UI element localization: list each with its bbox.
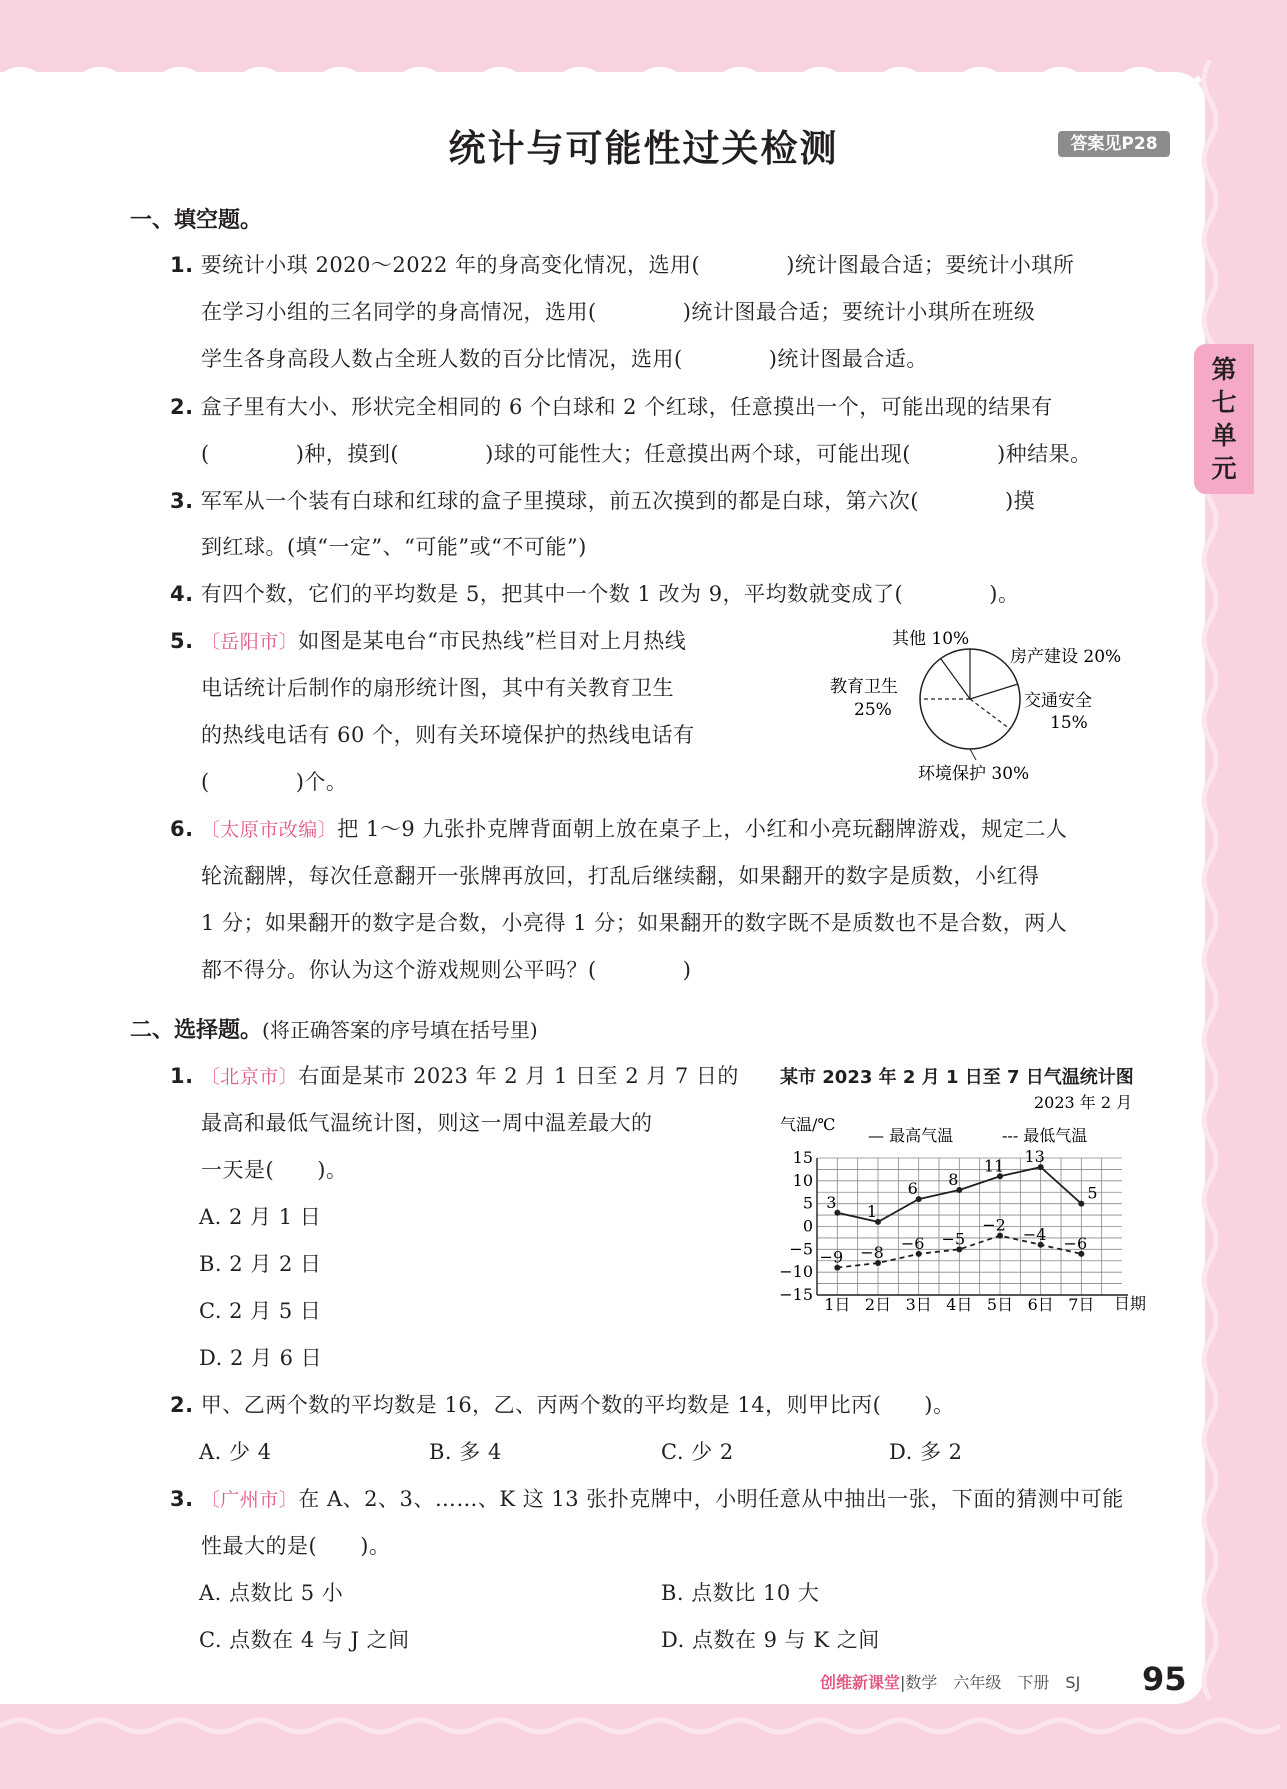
- chart-ylabel: 气温/℃: [780, 1115, 836, 1134]
- q5-text: 电话统计后制作的扇形统计图，其中有关教育卫生: [201, 676, 674, 700]
- c2-option: D. 多 2: [889, 1440, 963, 1464]
- c3-text: 在 A、2、3、……、K 这 13 张扑克牌中，小明任意从中抽出一张，下面的猜测中可能: [298, 1487, 1124, 1511]
- x-tick-label: 7日: [1068, 1295, 1095, 1314]
- pie-leader: [970, 749, 976, 760]
- q5-text: 的热线电话有 60 个，则有关环境保护的热线电话有: [201, 723, 695, 747]
- unit-tab-char: 七: [1211, 388, 1237, 417]
- data-label-low: −4: [1022, 1224, 1047, 1244]
- c2-option: B. 多 4: [429, 1440, 502, 1464]
- answer-reference-tag: 答案见P28: [1058, 131, 1170, 157]
- y-tick-label: −15: [779, 1285, 813, 1304]
- data-label-high: 1: [866, 1201, 878, 1221]
- c2-line: [170, 1389, 954, 1419]
- page-title: 统计与可能性过关检测: [448, 127, 839, 170]
- temperature-line-chart: [772, 1090, 1162, 1320]
- c1-option: B. 2 月 2 日: [199, 1252, 322, 1276]
- q1-text: 在学习小组的三名同学的身高情况，选用( )统计图最合适；要统计小琪所在班级: [201, 300, 1036, 324]
- chart-subtitle: 2023 年 2 月: [1034, 1093, 1133, 1112]
- section-2-note: (将正确答案的序号填在括号里): [262, 1018, 538, 1042]
- q2-line: [170, 391, 1053, 421]
- source-tag: 〔太原市改编〕: [200, 819, 338, 841]
- q6-text: 把 1～9 九张扑克牌背面朝上放在桌子上，小红和小亮玩翻牌游戏，规定二人: [337, 817, 1068, 841]
- x-tick-label: 2日: [864, 1295, 892, 1314]
- bottom-wave-border: [0, 1712, 1287, 1752]
- y-tick-label: 15: [792, 1148, 813, 1167]
- footer-brand: 创维新课堂: [820, 1673, 901, 1692]
- c1-option: C. 2 月 5 日: [199, 1299, 322, 1323]
- q1-text: 要统计小琪 2020～2022 年的身高变化情况，选用( )统计图最合适；要统计小琪所: [200, 253, 1075, 277]
- x-tick-label: 3日: [905, 1295, 932, 1314]
- q4-line: [170, 578, 1019, 608]
- q1-line: [170, 249, 1074, 279]
- c1-option: A. 2 月 1 日: [199, 1205, 322, 1229]
- c3-text: 性最大的是( )。: [201, 1534, 391, 1558]
- chart-xlabel: 日期: [1114, 1294, 1147, 1313]
- data-label-low: −6: [1063, 1233, 1088, 1253]
- data-label-high: 11: [983, 1156, 1005, 1176]
- q6-text: 都不得分。你认为这个游戏规则公平吗？( ): [201, 958, 692, 982]
- y-tick-label: 5: [802, 1193, 813, 1213]
- q3-text: 军军从一个装有白球和红球的盒子里摸球，前五次摸到的都是白球，第六次( )摸: [200, 489, 1036, 513]
- pie-label-housing: 房产建设 20%: [1010, 647, 1122, 667]
- q3-line: [170, 485, 1035, 515]
- x-tick-label: 6日: [1027, 1295, 1054, 1314]
- q5-text: 如图是某电台“市民热线”栏目对上月热线: [298, 629, 687, 653]
- c1-text: 右面是某市 2023 年 2 月 1 日至 2 月 7 日的: [298, 1064, 739, 1088]
- q6-line: [170, 813, 1067, 843]
- c1-line: [170, 1060, 739, 1090]
- q4-text: 有四个数，它们的平均数是 5，把其中一个数 1 改为 9，平均数就变成了( )。: [200, 582, 1020, 606]
- page-number: 95: [1142, 1660, 1187, 1698]
- pie-label-other: 其他 10%: [892, 629, 970, 649]
- c2-text: 甲、乙两个数的平均数是 16，乙、丙两个数的平均数是 14，则甲比丙( )。: [200, 1393, 955, 1417]
- unit-tab-char: 单: [1211, 421, 1237, 450]
- question-number: 4.: [170, 582, 194, 606]
- c3-option: B. 点数比 10 大: [661, 1581, 820, 1605]
- data-label-high: 13: [1024, 1147, 1045, 1167]
- data-label-high: 6: [907, 1179, 918, 1199]
- y-tick-label: 0: [802, 1216, 813, 1236]
- c3-option: C. 点数在 4 与 J 之间: [199, 1628, 410, 1652]
- chart-title: 某市 2023 年 2 月 1 日至 7 日气温统计图: [780, 1067, 1134, 1088]
- pie-divider: [941, 659, 970, 699]
- data-point-high: [1078, 1201, 1084, 1207]
- data-label-high: 5: [1087, 1183, 1098, 1203]
- x-tick-label: 1日: [824, 1295, 851, 1314]
- section-2-heading: [130, 1013, 538, 1044]
- c3-line: [170, 1483, 1124, 1513]
- source-tag: 〔广州市〕: [200, 1489, 299, 1511]
- unit-side-tab: [1194, 344, 1254, 494]
- c2-option: A. 少 4: [199, 1440, 272, 1464]
- q2-text: 盒子里有大小、形状完全相同的 6 个白球和 2 个红球，任意摸出一个，可能出现的结果有: [200, 395, 1053, 419]
- c1-text: 最高和最低气温统计图，则这一周中温差最大的: [201, 1111, 653, 1135]
- legend-low: ‑‑‑ 最低气温: [1002, 1126, 1088, 1145]
- x-tick-label: 4日: [946, 1295, 973, 1314]
- footer-separator: |: [900, 1673, 906, 1692]
- y-tick-label: 10: [792, 1170, 813, 1190]
- question-number: 1.: [170, 253, 194, 277]
- q5-text: ( )个。: [201, 770, 348, 794]
- data-label-low: −2: [982, 1215, 1006, 1235]
- source-tag: 〔北京市〕: [200, 1066, 299, 1088]
- source-tag: 〔岳阳市〕: [200, 631, 299, 653]
- question-number: 3.: [170, 1487, 194, 1511]
- question-number: 6.: [170, 817, 194, 841]
- question-number: 2.: [170, 395, 194, 419]
- data-label-high: 8: [948, 1169, 959, 1189]
- y-tick-label: −10: [779, 1262, 813, 1282]
- legend-high: — 最高气温: [868, 1126, 954, 1145]
- c3-option: D. 点数在 9 与 K 之间: [661, 1628, 880, 1652]
- pie-label-education-name: 教育卫生: [830, 677, 898, 697]
- footer-info: 数学 六年级 下册 SJ: [905, 1673, 1081, 1692]
- q3-text: 到红球。(填“一定”、“可能”或“不可能”): [201, 535, 587, 559]
- q1-text: 学生各身高段人数占全班人数的百分比情况，选用( )统计图最合适。: [201, 347, 928, 371]
- pie-label-traffic-pct: 15%: [1050, 713, 1088, 733]
- question-number: 3.: [170, 489, 194, 513]
- c2-option: C. 少 2: [661, 1440, 734, 1464]
- section-1-heading: 一、填空题。: [130, 208, 263, 233]
- question-number: 5.: [170, 629, 194, 653]
- right-wave-border: [1196, 60, 1226, 1720]
- data-label-low: −6: [900, 1233, 925, 1253]
- pie-divider: [970, 684, 1018, 699]
- data-label-low: −5: [941, 1229, 966, 1249]
- q5-line: [170, 625, 686, 655]
- footer: [820, 1670, 1080, 1693]
- pie-label-traffic-name: 交通安全: [1024, 691, 1092, 711]
- unit-tab-char: 第: [1211, 355, 1237, 384]
- pie-label-education-pct: 25%: [854, 700, 892, 720]
- q2-text: ( )种，摸到( )球的可能性大；任意摸出两个球，可能出现( )种结果。: [201, 442, 1092, 466]
- q6-text: 1 分；如果翻开的数字是合数，小亮得 1 分；如果翻开的数字既不是质数也不是合数，两人: [201, 911, 1068, 935]
- pie-chart: [820, 622, 1150, 792]
- unit-tab-char: 元: [1211, 454, 1237, 483]
- q6-text: 轮流翻牌，每次任意翻开一张牌再放回，打乱后继续翻，如果翻开的数字是质数，小红得: [201, 864, 1040, 888]
- question-number: 2.: [170, 1393, 194, 1417]
- c1-text: 一天是( )。: [201, 1158, 348, 1182]
- c3-option: A. 点数比 5 小: [199, 1581, 344, 1605]
- question-number: 1.: [170, 1064, 194, 1088]
- c1-option: D. 2 月 6 日: [199, 1346, 323, 1370]
- data-label-high: 3: [826, 1192, 837, 1212]
- section-2-label: 二、选择题。: [130, 1018, 263, 1043]
- x-tick-label: 5日: [986, 1295, 1014, 1314]
- data-label-low: −8: [860, 1243, 884, 1263]
- data-label-low: −9: [819, 1247, 844, 1267]
- pie-label-environment: 环境保护 30%: [918, 764, 1030, 784]
- pie-divider: [970, 699, 1010, 729]
- y-tick-label: −5: [789, 1239, 813, 1259]
